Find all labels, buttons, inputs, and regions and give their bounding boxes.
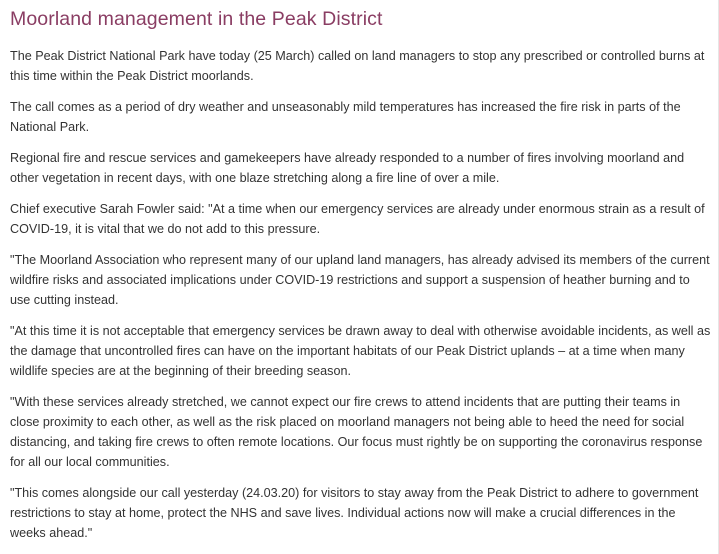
article-paragraph-7: "With these services already stretched, we cannot expect our fire crews to attend incidents that are putting their teams in close proximity to each other, as well as the risk placed on moorland managers not being able to heed the need for social distancing, and taking fire crews to often remote locations. Our focus must rightly be on supporting the coronavirus response for all our local communities. (10, 395, 703, 469)
article-paragraph-1: The Peak District National Park have today (25 March) called on land managers to stop any prescribed or controlled burns at this time within the Peak District moorlands. (10, 49, 705, 83)
article-paragraph-4: Chief executive Sarah Fowler said: "At a time when our emergency services are already under enormous strain as a result of COVID-19, it is vital that we do not add to this pressure. (10, 202, 705, 236)
article-paragraph-8: "This comes alongside our call yesterday (24.03.20) for visitors to stay away from the Peak District to adhere to government restrictions to stay at home, protect the NHS and save lives. Individual actions now will make a crucial differences in the weeks ahead." (10, 486, 699, 540)
article-paragraph-3: Regional fire and rescue services and gamekeepers have already responded to a number of fires involving moorland and other vegetation in recent days, with one blaze stretching along a fire line of over a mile. (10, 151, 685, 185)
article-paragraph-5: "The Moorland Association who represent many of our upland land managers, has already advised its members of the current wildfire risks and associated implications under COVID-19 restrictions and support a suspension of heather burning and to use cutting instead. (10, 253, 710, 307)
article-title: Moorland management in the Peak District (10, 8, 383, 30)
article-paragraph-2: The call comes as a period of dry weather and unseasonably mild temperatures has increased the fire risk in parts of the National Park. (10, 100, 681, 134)
article-paragraph-6: "At this time it is not acceptable that emergency services be drawn away to deal with otherwise avoidable incidents, as well as the damage that uncontrolled fires can have on the important habitats of our Peak District uplands – at a time when many wildlife species are at the beginning of their breeding season. (10, 324, 711, 378)
